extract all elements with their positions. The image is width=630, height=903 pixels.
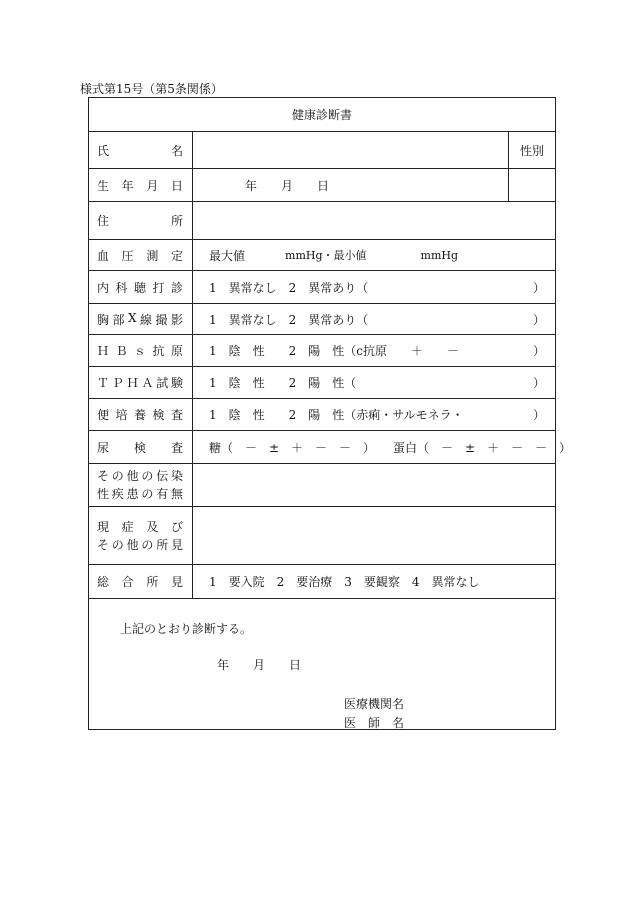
birth-row <box>89 169 555 202</box>
doctor-name-label: 医 師 名 <box>344 716 405 730</box>
blood-pressure-row <box>89 240 555 271</box>
blood-pressure-label: 血 圧 測 定 <box>97 248 183 263</box>
address-row <box>89 202 555 240</box>
overall-findings-row <box>89 565 555 599</box>
overall-findings-value[interactable]: 1 要入院 2 要治療 3 要観察 4 異常なし <box>209 575 480 589</box>
urine-label: 尿 検 査 <box>97 440 183 455</box>
blood-pressure-value[interactable]: 最大値 mmHg・最小値 mmHg <box>209 248 459 263</box>
urine-value[interactable]: 糖（ － ± ＋ － － ） 蛋白（ － ± ＋ － － ） <box>209 440 572 455</box>
xray-label: 胸 部 X 線 撮 影 <box>97 310 183 327</box>
xray-value[interactable]: 1 異常なし 2 異常あり（ ） <box>209 312 545 327</box>
internal-exam-value[interactable]: 1 異常なし 2 異常あり（ ） <box>209 280 545 295</box>
title-row <box>89 98 555 132</box>
health-certificate-form <box>88 97 572 730</box>
internal-exam-label: 内 科 聴 打 診 <box>97 280 183 295</box>
diagnosis-statement: 上記のとおり診断する。 <box>120 622 253 636</box>
stool-culture-label: 便 培 養 検 査 <box>97 408 183 422</box>
name-label: 氏 名 <box>97 143 183 158</box>
urine-row <box>89 431 572 464</box>
hbs-row <box>89 335 555 367</box>
findings-row <box>89 507 555 565</box>
birth-date-field[interactable]: 年 月 日 <box>245 178 330 193</box>
institution-label: 医療機関名 <box>344 697 405 711</box>
document-title: 健康診断書 <box>291 108 352 122</box>
tpha-row <box>89 367 555 399</box>
infectious-disease-label: そ の 他 の 伝 染 性 疾 患 の 有 無 <box>97 469 183 501</box>
xray-row <box>89 304 555 335</box>
stool-culture-row <box>89 399 555 431</box>
stool-culture-value[interactable]: 1 陰 性 2 陽 性（赤痢・サルモネラ・ ） <box>209 408 545 422</box>
overall-findings-label: 総 合 所 見 <box>97 575 183 589</box>
tpha-value[interactable]: 1 陰 性 2 陽 性（ ） <box>209 376 545 390</box>
name-row <box>89 132 555 169</box>
infectious-disease-row <box>89 464 555 507</box>
internal-exam-row <box>89 271 555 304</box>
diagnosis-date[interactable]: 年 月 日 <box>217 658 302 672</box>
form-number: 様式第15号（第5条関係） <box>80 82 223 96</box>
address-label: 住 所 <box>97 214 183 228</box>
findings-label: 現 症 及 び そ の 他 の 所 見 <box>97 519 183 552</box>
hbs-value[interactable]: 1 陰 性 2 陽 性（c抗原 ＋ － ） <box>209 344 545 358</box>
gender-label: 性別 <box>519 143 544 158</box>
birth-label: 生 年 月 日 <box>97 178 183 193</box>
hbs-label: Ｈ Ｂ ｓ 抗 原 <box>97 344 183 358</box>
tpha-label: Ｔ Ｐ Ｈ Ａ 試 験 <box>97 376 183 390</box>
